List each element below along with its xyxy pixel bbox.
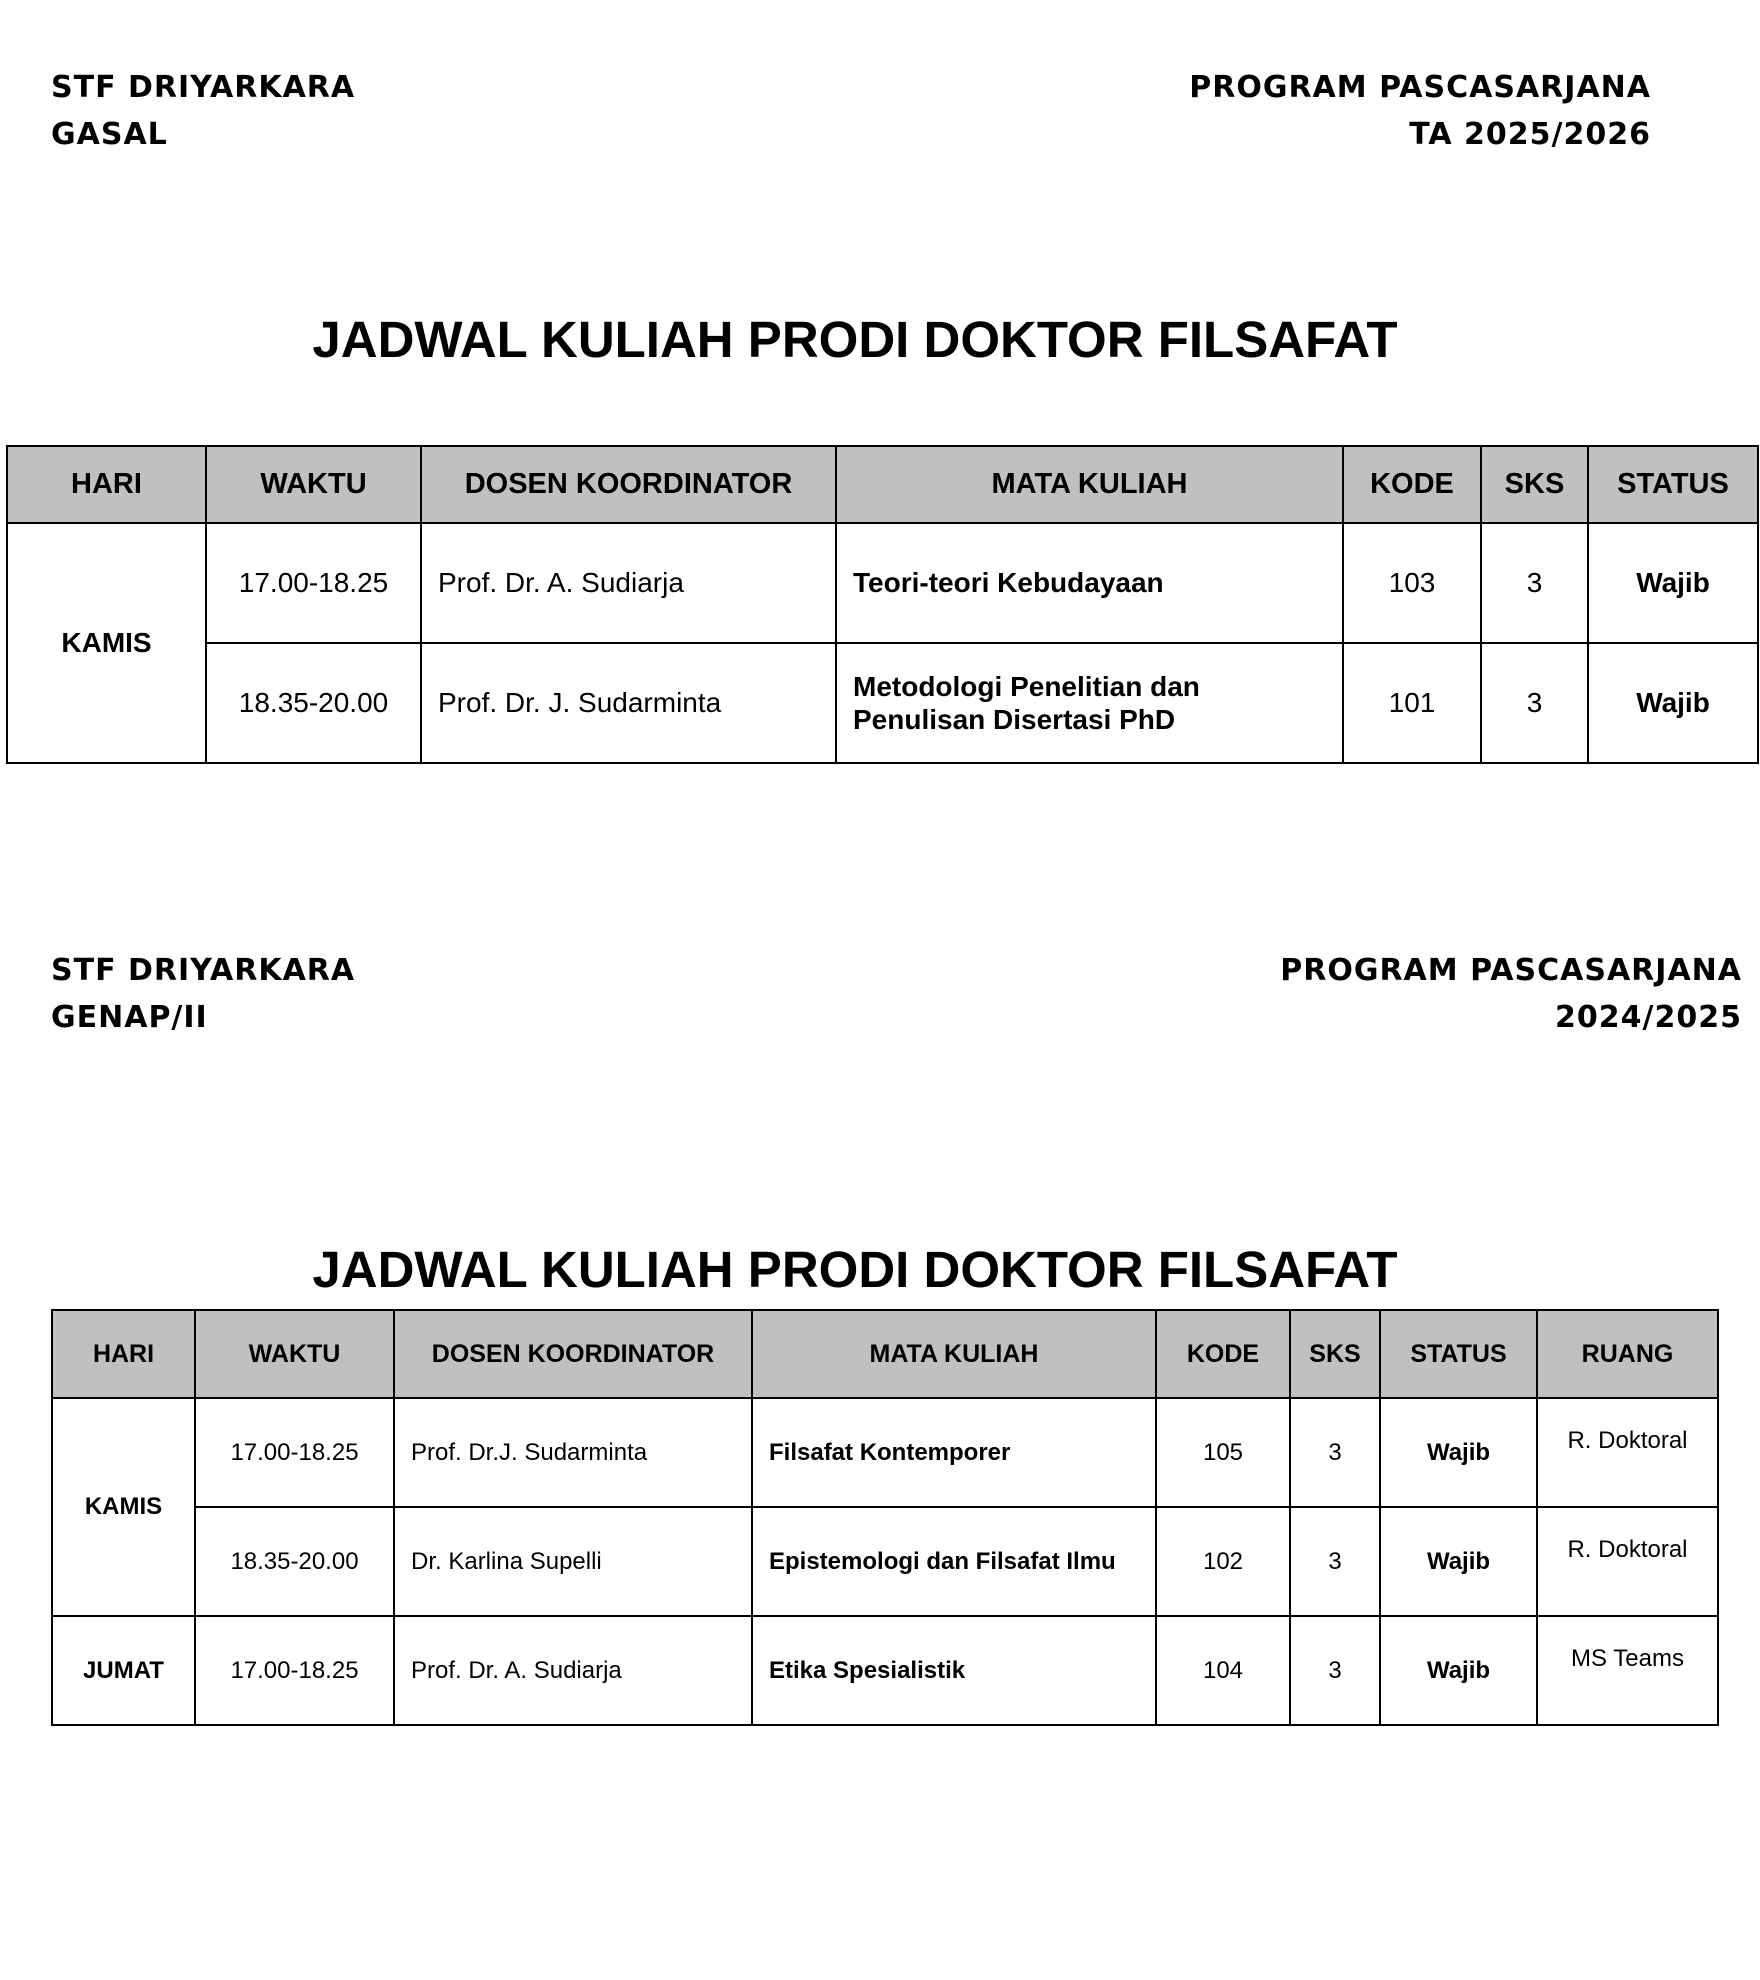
time-cell: 17.00-18.25 xyxy=(206,523,421,643)
col-header-sks: SKS xyxy=(1481,446,1588,523)
credits-cell: 3 xyxy=(1290,1398,1380,1507)
program-name: PROGRAM PASCASARJANA xyxy=(1280,953,1742,988)
program-header xyxy=(1189,64,1651,158)
status-cell: Wajib xyxy=(1380,1507,1537,1616)
col-header-mata-kuliah: MATA KULIAH xyxy=(836,446,1343,523)
col-header-dosen: DOSEN KOORDINATOR xyxy=(394,1310,752,1398)
col-header-sks: SKS xyxy=(1290,1310,1380,1398)
course-cell: Filsafat Kontemporer xyxy=(752,1398,1156,1507)
time-cell: 18.35-20.00 xyxy=(195,1507,394,1616)
course-name-line: Metodologi Penelitian dan xyxy=(853,671,1200,702)
status-cell: Wajib xyxy=(1588,643,1758,763)
lecturer-cell: Prof. Dr.J. Sudarminta xyxy=(394,1398,752,1507)
table-row xyxy=(52,1507,1718,1616)
table-row xyxy=(52,1398,1718,1507)
course-cell: Etika Spesialistik xyxy=(752,1616,1156,1725)
course-name: Teori-teori Kebudayaan xyxy=(853,567,1164,598)
room-cell: R. Doktoral xyxy=(1537,1507,1718,1616)
lecturer-cell: Dr. Karlina Supelli xyxy=(394,1507,752,1616)
course-cell: Epistemologi dan Filsafat Ilmu xyxy=(752,1507,1156,1616)
table-header-row xyxy=(7,446,1758,523)
time-cell: 17.00-18.25 xyxy=(195,1398,394,1507)
table-header-row xyxy=(52,1310,1718,1398)
col-header-ruang: RUANG xyxy=(1537,1310,1718,1398)
code-cell: 101 xyxy=(1343,643,1481,763)
day-cell: KAMIS xyxy=(52,1398,195,1616)
col-header-waktu: WAKTU xyxy=(195,1310,394,1398)
col-header-status: STATUS xyxy=(1588,446,1758,523)
credits-cell: 3 xyxy=(1481,523,1588,643)
col-header-mata-kuliah: MATA KULIAH xyxy=(752,1310,1156,1398)
schedule-table xyxy=(6,445,1759,764)
course-cell xyxy=(836,643,1343,763)
col-header-waktu: WAKTU xyxy=(206,446,421,523)
col-header-kode: KODE xyxy=(1343,446,1481,523)
time-cell: 18.35-20.00 xyxy=(206,643,421,763)
col-header-kode: KODE xyxy=(1156,1310,1290,1398)
code-cell: 105 xyxy=(1156,1398,1290,1507)
semester-label: GASAL xyxy=(51,117,168,152)
schedule-title: JADWAL KULIAH PRODI DOKTOR FILSAFAT xyxy=(312,1241,1398,1298)
lecturer-cell: Prof. Dr. A. Sudiarja xyxy=(394,1616,752,1725)
academic-year: 2024/2025 xyxy=(1555,1000,1742,1035)
institution-header xyxy=(51,947,355,1041)
credits-cell: 3 xyxy=(1290,1616,1380,1725)
room-cell: R. Doktoral xyxy=(1537,1398,1718,1507)
status-cell: Wajib xyxy=(1588,523,1758,643)
room-cell: MS Teams xyxy=(1537,1616,1718,1725)
institution-header xyxy=(51,64,355,158)
course-cell xyxy=(836,523,1343,643)
program-name: PROGRAM PASCASARJANA xyxy=(1189,70,1651,105)
code-cell: 103 xyxy=(1343,523,1481,643)
code-cell: 104 xyxy=(1156,1616,1290,1725)
lecturer-cell: Prof. Dr. A. Sudiarja xyxy=(421,523,836,643)
academic-year: TA 2025/2026 xyxy=(1409,117,1651,152)
col-header-dosen: DOSEN KOORDINATOR xyxy=(421,446,836,523)
code-cell: 102 xyxy=(1156,1507,1290,1616)
col-header-status: STATUS xyxy=(1380,1310,1537,1398)
schedule-table xyxy=(51,1309,1719,1726)
status-cell: Wajib xyxy=(1380,1398,1537,1507)
status-cell: Wajib xyxy=(1380,1616,1537,1725)
day-cell: JUMAT xyxy=(52,1616,195,1725)
col-header-hari: HARI xyxy=(52,1310,195,1398)
credits-cell: 3 xyxy=(1481,643,1588,763)
col-header-hari: HARI xyxy=(7,446,206,523)
table-row xyxy=(52,1616,1718,1725)
time-cell: 17.00-18.25 xyxy=(195,1616,394,1725)
institution-name: STF DRIYARKARA xyxy=(51,70,356,105)
credits-cell: 3 xyxy=(1290,1507,1380,1616)
course-name-line: Penulisan Disertasi PhD xyxy=(853,704,1176,735)
semester-label: GENAP/II xyxy=(51,1000,208,1035)
table-row xyxy=(7,523,1758,643)
lecturer-cell: Prof. Dr. J. Sudarminta xyxy=(421,643,836,763)
day-cell: KAMIS xyxy=(7,523,206,763)
institution-name: STF DRIYARKARA xyxy=(51,953,356,988)
program-header xyxy=(1280,947,1742,1041)
table-row xyxy=(7,643,1758,763)
schedule-title: JADWAL KULIAH PRODI DOKTOR FILSAFAT xyxy=(312,311,1398,368)
